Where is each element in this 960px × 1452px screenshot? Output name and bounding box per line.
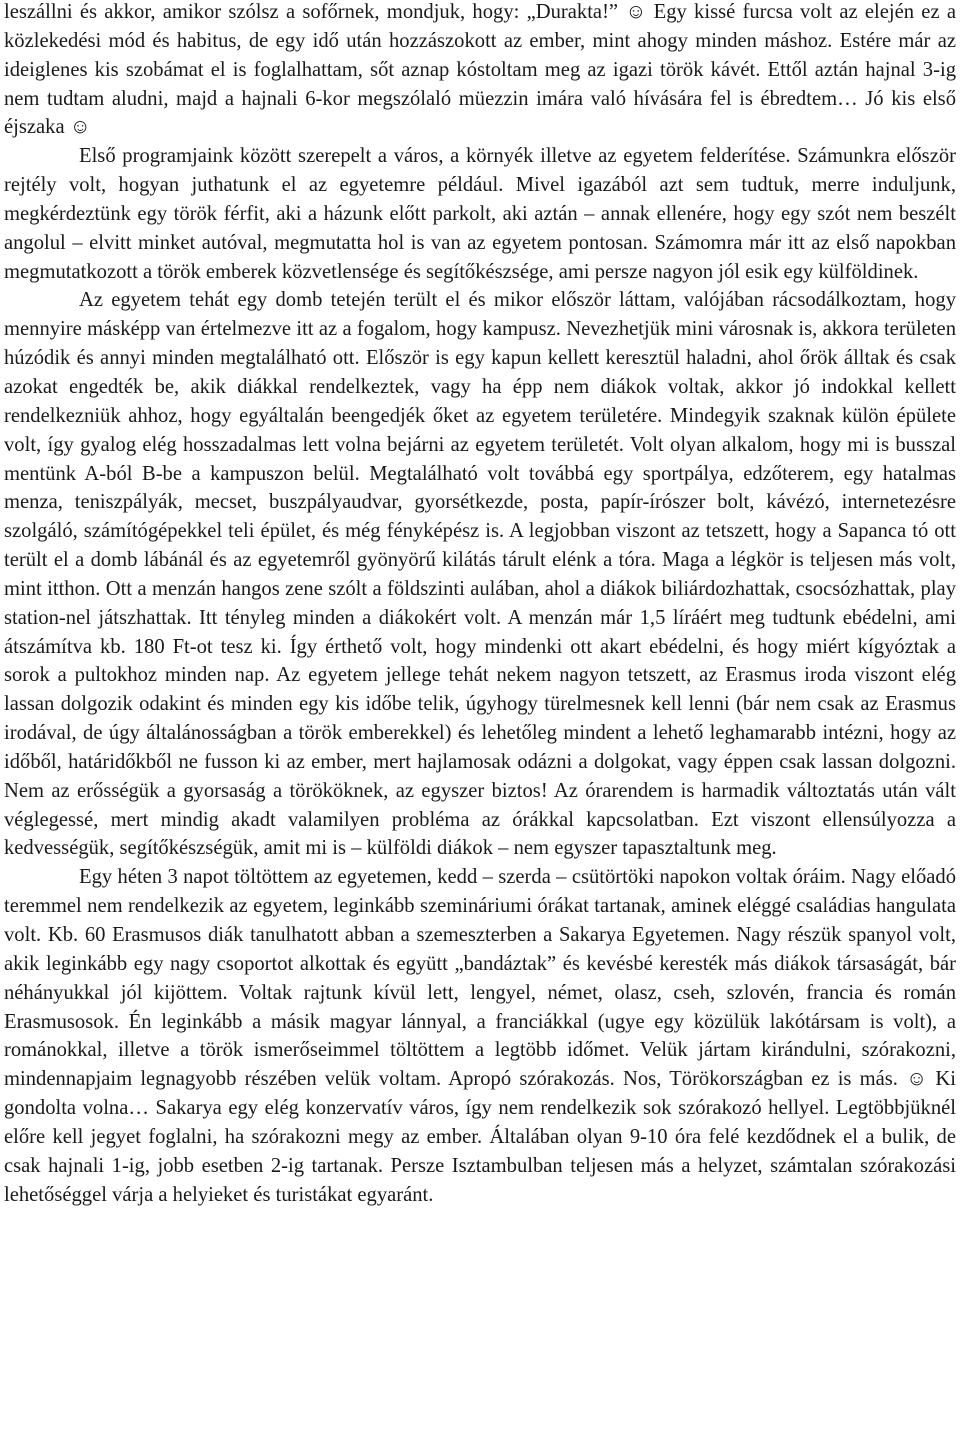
paragraph-3: Az egyetem tehát egy domb tetején terült el és mikor először láttam, valójában rácsodálkoztam, hogy mennyire másképp van értelmezve itt az a fogalom, hogy kampusz. Nevezhetjük mini városnak is, akkora területen húzódik és annyi minden megtalálható ott. Először is egy kapun kellett keresztül haladni, ahol őrök álltak és csak azokat engedték be, akik diákkal rendelkeztek, vagy ha épp nem diákok voltak, akkor jó indokkal kellett rendelkezniük ahhoz, hogy egyáltalán beengedjék őket az egyetem területére. Mindegyik szaknak külön épülete volt, így gyalog elég hosszadalmas lett volna bejárni az egyetem területét. Volt olyan alkalom, hogy mi is busszal mentünk A-ból B-be a kampuszon belül. Megtalálható volt továbbá egy sportpálya, edzőterem, egy hatalmas menza, teniszpályák, mecset, buszpályaudvar, gyorsétkezde, posta, papír-írószer bolt, kávézó, internetezésre szolgáló, számítógépekkel teli épület, és még fényképész is. A legjobban viszont az tetszett, hogy a Sapanca tó ott terült el a domb lábánál és az egyetemről gyönyörű kilátás tárult elénk a tóra. Maga a légkör is teljesen más volt, mint itthon. Ott a menzán hangos zene szólt a földszinti aulában, ahol a diákok biliárdozhattak, csocsózhattak, play station-nel játszhattak. Itt tényleg minden a diákokért volt. A menzán már 1,5 líráért meg tudtunk ebédelni, ami átszámítva kb. 180 Ft-ot tesz ki. Így érthető volt, hogy mindenki ott akart ebédelni, és hogy miért kígyóztak a sorok a pultokhoz minden nap. Az egyetem jellege tehát nekem nagyon tetszett, az Erasmus iroda viszont elég lassan dolgozik odakint és minden egy kis időbe telik, úgyhogy türelmesnek kell lenni (bár nem csak az Erasmus irodával, de úgy általánosságban a török emberekkel) és lehetőleg mindent a lehető leghamarabb intézni, hogy az időből, határidőkből ne fusson ki az ember, mert hajlamosak odázni a dolgokat, vagy éppen csak lassan dolgozni. Nem az erősségük a gyorsaság a törököknek, az egyszer biztos! Az órarendem is harmadik változtatás után vált véglegessé, mert mindig akadt valamilyen probléma az órákkal kapcsolatban. Ezt viszont ellensúlyozza a kedvességük, segítőkészségük, amit mi is – külföldi diákok – nem egyszer tapasztaltunk meg. — [4, 289, 956, 860]
paragraph-4: Egy héten 3 napot töltöttem az egyetemen, kedd – szerda – csütörtöki napokon voltak óráim. Nagy előadó teremmel nem rendelkezik az egyetem, leginkább szemináriumi órákat tartanak, aminek eléggé családias hangulata volt. Kb. 60 Erasmusos diák tanulhatott abban a szemeszterben a Sakarya Egyetemen. Nagy részük spanyol volt, akik leginkább egy nagy csoportot alkottak és együtt „bandáztak” és kevésbé keresték más diákok társaságát, bár néhányukkal jól kijöttem. Voltak rajtunk kívül lett, lengyel, német, olasz, cseh, szlovén, francia és román Erasmusosok. Én leginkább a másik magyar lánnyal, a franciákkal (ugye egy közülük lakótársam is volt), a románokkal, illetve a török ismerőseimmel töltöttem a legtöbb időmet. Velük jártam kirándulni, szórakozni, mindennapjaim legnagyobb részében velük voltam. Apropó szórakozás. Nos, Törökországban ez is más. ☺ Ki gondolta volna… Sakarya egy elég konzervatív város, így nem rendelkezik sok szórakozó hellyel. Legtöbbjüknél előre kell jegyet foglalni, ha szórakozni megy az ember. Általában olyan 9-10 óra felé kezdődnek el a bulik, de csak hajnali 1-ig, jobb esetben 2-ig tartanak. Persze Isztambulban teljesen más a helyzet, számtalan szórakozási lehetőséggel várja a helyieket és turistákat egyaránt. — [4, 866, 956, 1206]
paragraph-1: leszállni és akkor, amikor szólsz a sofőrnek, mondjuk, hogy: „Durakta!” ☺ Egy kissé furcsa volt az elején ez a közlekedési mód és habitus, de egy idő után hozzászokott az ember, mint ahogy minden máshoz. Estére már az ideiglenes kis szobámat el is foglalhattam, sőt aznap kóstoltam meg az igazi török kávét. Ettől aztán hajnal 3-ig nem tudtam aludni, majd a hajnali 6-kor megszólaló müezzin imára való hívására fel is ébredtem… Jó kis első éjszaka ☺ — [4, 1, 956, 139]
document-body — [4, 0, 956, 1209]
paragraph-2: Első programjaink között szerepelt a város, a környék illetve az egyetem felderítése. Számunkra először rejtély volt, hogyan juthatunk el az egyetemre például. Mivel igazából azt sem tudtuk, merre induljunk, megkérdeztünk egy török férfit, aki a házunk előtt parkolt, aki aztán – annak ellenére, hogy egy szót nem beszélt angolul – elvitt minket autóval, megmutatta hol is van az egyetem pontosan. Számomra már itt az első napokban megmutatkozott a török emberek közvetlensége és segítőkészsége, ami persze nagyon jól esik egy külföldinek. — [4, 145, 956, 283]
